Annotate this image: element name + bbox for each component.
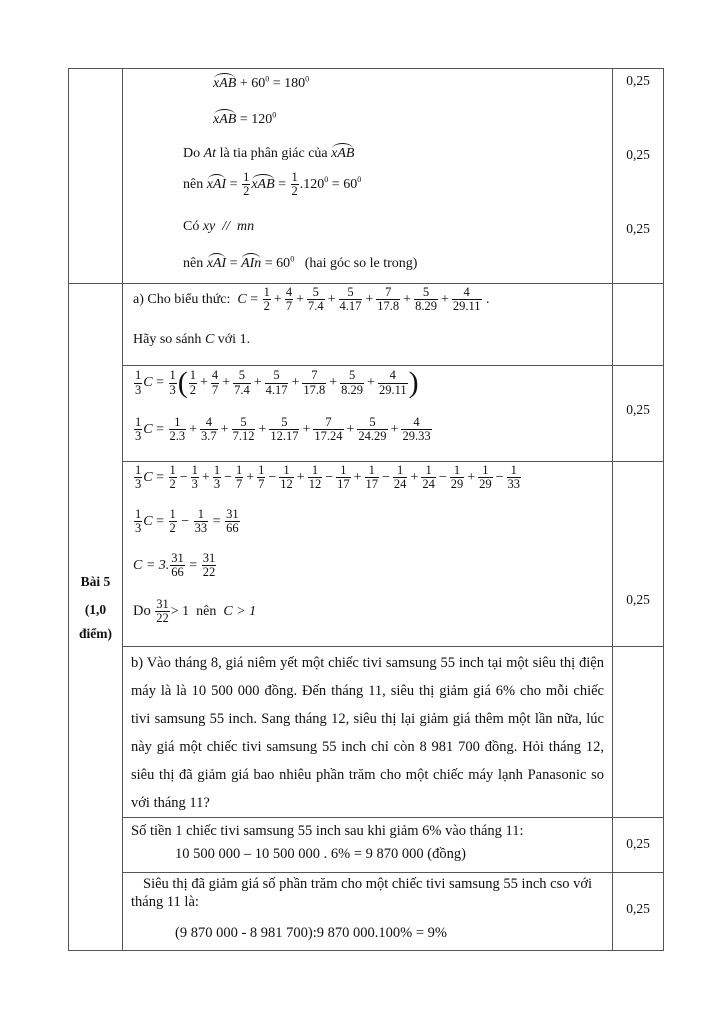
fraction: $\frac{1}{3}$ (213, 463, 221, 492)
fraction: $\frac{1}{24}$ (393, 463, 407, 492)
fraction: $\frac{7}{17.24}$ (314, 415, 343, 444)
fraction: $\frac{1}{2}$ (263, 285, 270, 314)
score: 0,25 (626, 147, 650, 162)
fraction: $\frac{5}{8.29}$ (415, 285, 437, 314)
fraction: $\frac{4}{7}$ (211, 368, 219, 397)
fraction: $\frac{5}{8.29}$ (341, 368, 364, 397)
score: 0,25 (626, 221, 650, 236)
fraction: $\frac{1}{3}$ (191, 463, 198, 492)
bai5-label: Bài 5 (80, 574, 111, 589)
text-line-3: Do At là tia phân giác của xAB (123, 139, 612, 171)
fraction: $\frac{1}{7}$ (235, 463, 243, 492)
fraction: $\frac{1}{2.3}$ (169, 415, 186, 444)
fraction: $\frac{1}{7}$ (258, 463, 265, 492)
steps-3-6 (123, 462, 613, 647)
row-b1 (69, 818, 664, 873)
fraction: $\frac{1}{29}$ (479, 463, 492, 492)
eq-line-4: nên xAI = $\frac{1}{2}$ xAB = $\frac{1}{2}$ $.120^0 = 60^0$ (183, 170, 362, 199)
fraction: $\frac{4}{29.11}$ (378, 368, 407, 397)
q-a-expression: a) Cho biểu thức: C = $\frac{1}{2}$ + $\frac{4}{7}$ + $\frac{5}{7.4}$ + $\frac{5}{4.17}$ + $\frac{7}{17.8}$ + $\frac{5}{8.29}$ + $\frac{4}{29.11}$ . (133, 285, 490, 314)
fraction: $\frac{1}{17}$ (337, 463, 350, 492)
step-1-fractions: $\frac{1}{2}$ + $\frac{4}{7}$ + $\frac{5}{7.4}$ + $\frac{5}{4.17}$ + $\frac{7}{17.8}$ + $\frac{5}{8.29}$ + $\frac{4}{29.11}$ (189, 368, 407, 397)
fraction: $\frac{7}{17.8}$ (303, 368, 326, 397)
row-steps-3-6 (69, 462, 664, 647)
b1-text: Số tiền 1 chiếc tivi samsung 55 inch sau khi giảm 6% vào tháng 11: (131, 823, 524, 839)
score: 0,25 (626, 901, 650, 916)
eq-line-2: xAB = $120^0$ (213, 110, 277, 127)
fraction: $\frac{1}{17}$ (365, 463, 378, 492)
part4-content (123, 69, 613, 284)
answer-table (68, 68, 664, 951)
score-cell-part4 (613, 69, 664, 284)
score: 0,25 (626, 402, 650, 417)
b2-text: Siêu thị đã giảm giá số phần trăm cho một chiếc tivi samsung 55 inch cso với tháng 11 là: (131, 876, 593, 910)
score: 0,25 (626, 592, 650, 607)
row-q-a (69, 284, 664, 366)
fraction: $\frac{1}{2}$ (243, 170, 250, 199)
step-3: $\frac{1}{3}$ C = $\frac{1}{2}$ − $\frac{1}{3}$ + $\frac{1}{3}$ − $\frac{1}{7}$ + $\frac{1}{7}$ − $\frac{1}{12}$ + $\frac{1}{12}$ − $\frac{1}{17}$ + $\frac{1}{17}$ − $\frac{1}{24}$ + $\frac{1}{24}$ − $\frac{1}{29}$ + $\frac{1}{29}$ − $\frac{1}{33}$ (135, 463, 521, 492)
fraction: $\frac{4}{29.33}$ (402, 415, 431, 444)
fraction: $\frac{7}{17.8}$ (377, 285, 400, 314)
fraction: $\frac{1}{24}$ (422, 463, 435, 492)
step-4: $\frac{1}{3}$ C = $\frac{1}{2}$ − $\frac{1}{33}$ = $\frac{31}{66}$ (135, 507, 239, 536)
fraction: $\frac{1}{12}$ (280, 463, 293, 492)
row-part4 (69, 69, 664, 284)
step-6: Do $\frac{31}{22}$ > 1 nên C > 1 (133, 597, 257, 626)
fraction: $\frac{1}{33}$ (507, 463, 521, 492)
step-3-terms: $\frac{1}{2}$ − $\frac{1}{3}$ + $\frac{1}{3}$ − $\frac{1}{7}$ + $\frac{1}{7}$ − $\frac{1}{12}$ + $\frac{1}{12}$ − $\frac{1}{17}$ + $\frac{1}{17}$ − $\frac{1}{24}$ + $\frac{1}{24}$ − $\frac{1}{29}$ + $\frac{1}{29}$ − $\frac{1}{33}$ (169, 463, 521, 492)
fraction: $\frac{5}{7.4}$ (307, 285, 324, 314)
fraction: $\frac{1}{2}$ (291, 170, 298, 199)
bai5-label-cell (69, 284, 123, 951)
fraction: $\frac{1}{2}$ (169, 463, 176, 492)
score: 0,25 (626, 73, 650, 88)
row-q-b (69, 647, 664, 818)
row-b2 (69, 873, 664, 951)
fraction: $\frac{4}{29.11}$ (452, 285, 481, 314)
fraction: $\frac{5}{4.17}$ (339, 285, 362, 314)
fraction: $\frac{5}{24.29}$ (358, 415, 387, 444)
step-2: $\frac{1}{3}$ C = $\frac{1}{2.3}$ + $\frac{4}{3.7}$ + $\frac{5}{7.12}$ + $\frac{5}{12.17}$ + $\frac{7}{17.24}$ + $\frac{5}{24.29}$ + $\frac{4}{29.33}$ (135, 415, 431, 444)
step-2-fractions: $\frac{1}{2.3}$ + $\frac{4}{3.7}$ + $\frac{5}{7.12}$ + $\frac{5}{12.17}$ + $\frac{7}{17.24}$ + $\frac{5}{24.29}$ + $\frac{4}{29.33}$ (169, 415, 431, 444)
question-b-text: b) Vào tháng 8, giá niêm yết một chiếc tivi samsung 55 inch tại một siêu thị điện máy là là 10 500 000 đồng. Đến tháng 11, siêu thị giảm giá 6% cho mỗi chiếc tivi samsung 55 inch. Sang tháng 12, siêu thị lại giảm giá thêm một lần nữa, lúc này giá một chiếc tivi samsung 55 inch chỉ còn 8 981 700 đồng. Hỏi tháng 12, siêu thị đã giảm giá bao nhiêu phần trăm cho một chiếc máy lạnh Panasonic so với tháng 11? (131, 655, 604, 811)
text-line-5: Có xy // mn (183, 219, 255, 234)
q-a-compare: Hãy so sánh C với 1. (133, 332, 251, 347)
fraction: $\frac{5}{7.4}$ (234, 368, 250, 397)
angle-xab: xAB (213, 73, 236, 92)
fraction: $\frac{5}{4.17}$ (265, 368, 288, 397)
eq-line-1: xAB + $60^0 = 180^0$ (213, 74, 310, 91)
fraction: $\frac{5}{12.17}$ (270, 415, 299, 444)
bai5-points: (1,0 điểm) (79, 602, 112, 641)
fraction: $\frac{4}{3.7}$ (201, 415, 217, 444)
fraction: $\frac{1}{2}$ (189, 368, 196, 397)
step-1: $\frac{1}{3}$ C = $\frac{1}{3}$ ( $\frac{1}{2}$ + $\frac{4}{7}$ + $\frac{5}{7.4}$ + $\frac{5}{4.17}$ + $\frac{7}{17.8}$ + $\frac{5}{8.29}$ + $\frac{4}{29.11}$ ) (135, 366, 419, 399)
b1-calc: 10 500 000 – 10 500 000 . 6% = 9 870 000 (đồng) (175, 846, 466, 862)
angle-xab: xAB (213, 109, 236, 128)
step-5: C = 3. $\frac{31}{66}$ = $\frac{31}{22}$ (133, 551, 216, 580)
fraction: $\frac{5}{7.12}$ (232, 415, 255, 444)
q-a-fractions: $\frac{1}{2}$ + $\frac{4}{7}$ + $\frac{5}{7.4}$ + $\frac{5}{4.17}$ + $\frac{7}{17.8}$ + $\frac{5}{8.29}$ + $\frac{4}{29.11}$ (263, 285, 481, 314)
fraction: $\frac{4}{7}$ (285, 285, 293, 314)
eq-line-6: nên xAI = AIn = $60^0$ (hai góc so le trong) (183, 254, 418, 271)
steps-1-2 (123, 366, 613, 462)
bai-cell-empty (69, 69, 123, 284)
q-a-content (123, 284, 613, 366)
fraction: $\frac{1}{29}$ (450, 463, 464, 492)
b2-calc: (9 870 000 - 8 981 700):9 870 000.100% = 9% (175, 925, 447, 941)
score: 0,25 (626, 836, 650, 851)
fraction: $\frac{1}{12}$ (308, 463, 322, 492)
row-steps-1-2 (69, 366, 664, 462)
